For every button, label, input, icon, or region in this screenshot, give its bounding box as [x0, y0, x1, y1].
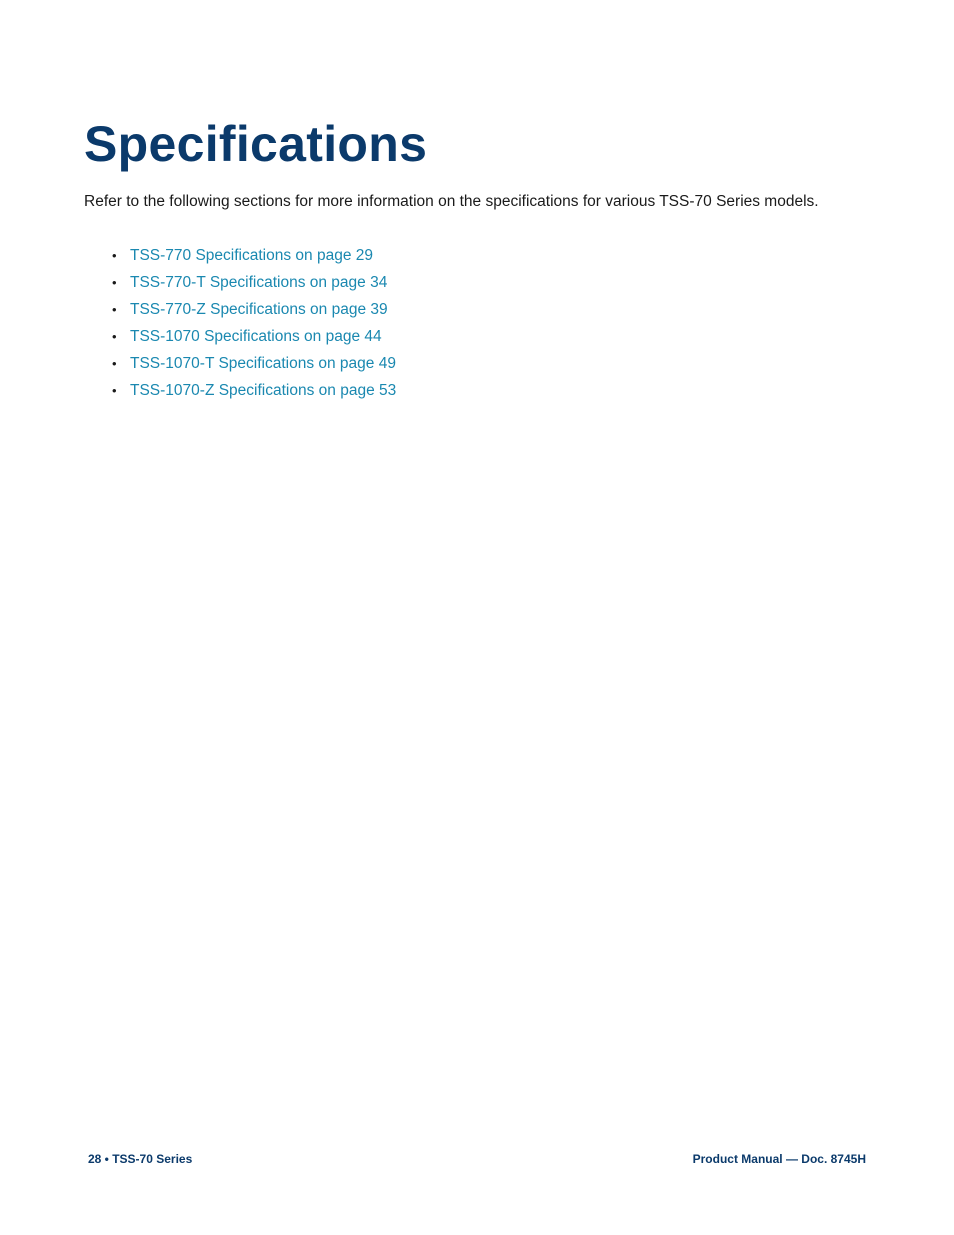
page-title: Specifications — [84, 116, 428, 172]
bullet-icon: • — [112, 302, 117, 317]
bullet-icon: • — [112, 383, 117, 398]
footer-page-number: 28 • TSS-70 Series — [88, 1152, 193, 1166]
link-tss-1070-t-specifications[interactable]: TSS-1070-T Specifications on page 49 — [130, 355, 396, 372]
bullet-icon: • — [112, 275, 117, 290]
link-tss-1070-specifications[interactable]: TSS-1070 Specifications on page 44 — [130, 328, 382, 345]
bullet-icon: • — [112, 356, 117, 371]
bullet-icon: • — [112, 329, 117, 344]
footer-doc-reference: Product Manual — Doc. 8745H — [692, 1152, 866, 1166]
link-tss-1070-z-specifications[interactable]: TSS-1070-Z Specifications on page 53 — [130, 382, 397, 399]
intro-paragraph: Refer to the following sections for more information on the specifications for various TSS-70 Series models. — [84, 193, 819, 210]
link-tss-770-t-specifications[interactable]: TSS-770-T Specifications on page 34 — [130, 274, 388, 291]
link-tss-770-z-specifications[interactable]: TSS-770-Z Specifications on page 39 — [130, 301, 388, 318]
bullet-icon: • — [112, 248, 117, 263]
link-tss-770-specifications[interactable]: TSS-770 Specifications on page 29 — [130, 247, 373, 264]
